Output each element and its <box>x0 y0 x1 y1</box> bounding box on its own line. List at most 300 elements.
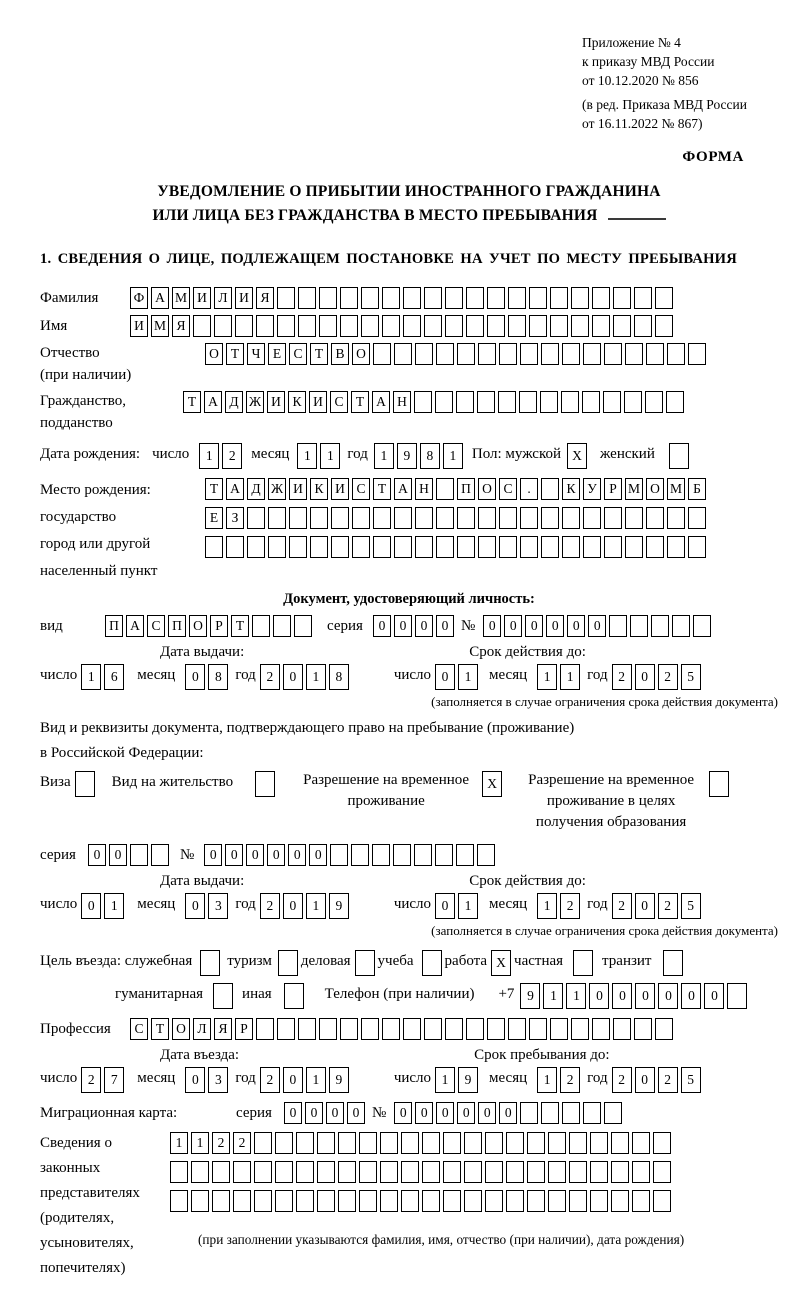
char-cell[interactable] <box>212 1190 230 1212</box>
char-cell[interactable] <box>191 1190 209 1212</box>
char-cell[interactable] <box>275 1132 293 1154</box>
char-cell[interactable]: 0 <box>309 844 327 866</box>
char-cell[interactable] <box>75 771 95 797</box>
char-cell[interactable]: 2 <box>658 893 678 919</box>
char-cell[interactable]: И <box>267 391 285 413</box>
char-cell[interactable]: А <box>372 391 390 413</box>
char-cell[interactable] <box>655 315 673 337</box>
char-cell[interactable]: 0 <box>457 1102 475 1124</box>
char-cell[interactable]: 1 <box>443 443 463 469</box>
char-cell[interactable] <box>548 1132 566 1154</box>
char-cell[interactable]: С <box>147 615 165 637</box>
char-cell[interactable] <box>632 1161 650 1183</box>
char-cell[interactable] <box>611 1161 629 1183</box>
char-cell[interactable]: 0 <box>283 1067 303 1093</box>
char-cell[interactable] <box>359 1190 377 1212</box>
char-cell[interactable] <box>571 287 589 309</box>
char-cell[interactable] <box>338 1132 356 1154</box>
char-cell[interactable] <box>331 507 349 529</box>
char-cell[interactable] <box>435 391 453 413</box>
char-cell[interactable]: 0 <box>283 893 303 919</box>
char-cell[interactable]: А <box>126 615 144 637</box>
char-cell[interactable] <box>541 1102 559 1124</box>
char-cell[interactable]: X <box>491 950 511 976</box>
char-cell[interactable] <box>520 343 538 365</box>
char-cell[interactable] <box>651 615 669 637</box>
char-cell[interactable] <box>317 1190 335 1212</box>
char-cell[interactable] <box>611 1132 629 1154</box>
char-cell[interactable]: П <box>105 615 123 637</box>
char-cell[interactable]: 0 <box>504 615 522 637</box>
char-cell[interactable]: П <box>168 615 186 637</box>
char-cell[interactable] <box>235 315 253 337</box>
char-cell[interactable] <box>200 950 220 976</box>
char-cell[interactable] <box>352 507 370 529</box>
char-cell[interactable]: О <box>478 478 496 500</box>
char-cell[interactable] <box>277 315 295 337</box>
char-cell[interactable] <box>630 615 648 637</box>
char-cell[interactable]: И <box>289 478 307 500</box>
char-cell[interactable] <box>562 1102 580 1124</box>
char-cell[interactable] <box>445 287 463 309</box>
char-cell[interactable]: 0 <box>246 844 264 866</box>
char-cell[interactable] <box>499 536 517 558</box>
char-cell[interactable] <box>424 287 442 309</box>
char-cell[interactable]: 0 <box>88 844 106 866</box>
char-cell[interactable] <box>672 615 690 637</box>
char-cell[interactable] <box>403 315 421 337</box>
char-cell[interactable] <box>561 391 579 413</box>
char-cell[interactable]: Ж <box>268 478 286 500</box>
char-cell[interactable]: 1 <box>458 893 478 919</box>
char-cell[interactable]: О <box>189 615 207 637</box>
char-cell[interactable] <box>319 1018 337 1040</box>
char-cell[interactable] <box>508 315 526 337</box>
char-cell[interactable] <box>213 983 233 1009</box>
char-cell[interactable] <box>254 1132 272 1154</box>
char-cell[interactable] <box>498 391 516 413</box>
char-cell[interactable] <box>520 536 538 558</box>
char-cell[interactable] <box>562 507 580 529</box>
char-cell[interactable] <box>478 507 496 529</box>
char-cell[interactable] <box>233 1161 251 1183</box>
char-cell[interactable]: 0 <box>81 893 101 919</box>
char-cell[interactable] <box>604 343 622 365</box>
char-cell[interactable] <box>401 1161 419 1183</box>
char-cell[interactable]: Р <box>235 1018 253 1040</box>
char-cell[interactable] <box>457 343 475 365</box>
char-cell[interactable] <box>382 287 400 309</box>
char-cell[interactable] <box>592 1018 610 1040</box>
char-cell[interactable] <box>361 287 379 309</box>
char-cell[interactable] <box>296 1132 314 1154</box>
char-cell[interactable] <box>540 391 558 413</box>
char-cell[interactable] <box>254 1190 272 1212</box>
char-cell[interactable] <box>401 1190 419 1212</box>
char-cell[interactable] <box>653 1132 671 1154</box>
char-cell[interactable]: С <box>289 343 307 365</box>
char-cell[interactable] <box>527 1161 545 1183</box>
char-cell[interactable] <box>613 315 631 337</box>
char-cell[interactable]: 0 <box>635 1067 655 1093</box>
char-cell[interactable] <box>380 1161 398 1183</box>
char-cell[interactable]: Т <box>373 478 391 500</box>
char-cell[interactable]: 9 <box>329 1067 349 1093</box>
char-cell[interactable]: 1 <box>306 664 326 690</box>
char-cell[interactable] <box>646 507 664 529</box>
char-cell[interactable] <box>205 536 223 558</box>
char-cell[interactable]: 1 <box>320 443 340 469</box>
char-cell[interactable] <box>527 1190 545 1212</box>
char-cell[interactable]: 3 <box>208 893 228 919</box>
char-cell[interactable] <box>541 343 559 365</box>
char-cell[interactable] <box>653 1190 671 1212</box>
char-cell[interactable]: . <box>520 478 538 500</box>
char-cell[interactable] <box>634 287 652 309</box>
char-cell[interactable] <box>603 391 621 413</box>
char-cell[interactable]: 0 <box>567 615 585 637</box>
char-cell[interactable] <box>541 507 559 529</box>
char-cell[interactable]: Л <box>214 287 232 309</box>
char-cell[interactable]: 0 <box>305 1102 323 1124</box>
char-cell[interactable]: 0 <box>225 844 243 866</box>
char-cell[interactable] <box>466 287 484 309</box>
char-cell[interactable]: Р <box>604 478 622 500</box>
char-cell[interactable] <box>508 287 526 309</box>
char-cell[interactable] <box>296 1190 314 1212</box>
char-cell[interactable] <box>256 315 274 337</box>
char-cell[interactable] <box>394 343 412 365</box>
char-cell[interactable] <box>529 315 547 337</box>
char-cell[interactable]: Т <box>351 391 369 413</box>
char-cell[interactable]: 2 <box>612 1067 632 1093</box>
char-cell[interactable] <box>273 615 291 637</box>
char-cell[interactable] <box>655 287 673 309</box>
char-cell[interactable]: Р <box>210 615 228 637</box>
char-cell[interactable] <box>443 1190 461 1212</box>
char-cell[interactable]: 1 <box>537 893 557 919</box>
char-cell[interactable] <box>506 1190 524 1212</box>
char-cell[interactable] <box>487 287 505 309</box>
char-cell[interactable]: 1 <box>537 1067 557 1093</box>
char-cell[interactable]: Я <box>214 1018 232 1040</box>
char-cell[interactable]: 5 <box>681 1067 701 1093</box>
char-cell[interactable]: А <box>226 478 244 500</box>
char-cell[interactable] <box>351 844 369 866</box>
char-cell[interactable] <box>548 1161 566 1183</box>
char-cell[interactable]: 0 <box>185 1067 205 1093</box>
char-cell[interactable]: 1 <box>374 443 394 469</box>
char-cell[interactable]: 8 <box>420 443 440 469</box>
char-cell[interactable] <box>590 1132 608 1154</box>
char-cell[interactable]: Я <box>256 287 274 309</box>
char-cell[interactable] <box>688 507 706 529</box>
char-cell[interactable]: Т <box>183 391 201 413</box>
char-cell[interactable] <box>277 1018 295 1040</box>
char-cell[interactable] <box>604 536 622 558</box>
char-cell[interactable]: 0 <box>415 615 433 637</box>
char-cell[interactable] <box>380 1132 398 1154</box>
char-cell[interactable]: В <box>331 343 349 365</box>
char-cell[interactable] <box>508 1018 526 1040</box>
char-cell[interactable] <box>424 1018 442 1040</box>
char-cell[interactable] <box>688 536 706 558</box>
char-cell[interactable]: И <box>193 287 211 309</box>
char-cell[interactable] <box>709 771 729 797</box>
char-cell[interactable] <box>613 1018 631 1040</box>
char-cell[interactable]: 2 <box>612 664 632 690</box>
char-cell[interactable] <box>571 315 589 337</box>
char-cell[interactable] <box>436 507 454 529</box>
char-cell[interactable] <box>443 1161 461 1183</box>
char-cell[interactable]: 9 <box>520 983 540 1009</box>
char-cell[interactable] <box>422 1132 440 1154</box>
char-cell[interactable] <box>464 1132 482 1154</box>
char-cell[interactable]: Е <box>205 507 223 529</box>
char-cell[interactable] <box>310 536 328 558</box>
char-cell[interactable] <box>330 844 348 866</box>
char-cell[interactable] <box>130 844 148 866</box>
char-cell[interactable]: 1 <box>435 1067 455 1093</box>
char-cell[interactable] <box>527 1132 545 1154</box>
char-cell[interactable] <box>214 315 232 337</box>
char-cell[interactable]: 2 <box>260 893 280 919</box>
char-cell[interactable] <box>275 1190 293 1212</box>
char-cell[interactable] <box>582 391 600 413</box>
char-cell[interactable]: 0 <box>185 664 205 690</box>
char-cell[interactable]: 0 <box>612 983 632 1009</box>
char-cell[interactable]: 0 <box>483 615 501 637</box>
char-cell[interactable] <box>646 536 664 558</box>
char-cell[interactable]: 8 <box>329 664 349 690</box>
char-cell[interactable]: У <box>583 478 601 500</box>
char-cell[interactable]: 0 <box>704 983 724 1009</box>
char-cell[interactable]: О <box>646 478 664 500</box>
char-cell[interactable]: 2 <box>81 1067 101 1093</box>
char-cell[interactable] <box>268 507 286 529</box>
char-cell[interactable] <box>403 287 421 309</box>
char-cell[interactable] <box>727 983 747 1009</box>
char-cell[interactable]: С <box>330 391 348 413</box>
char-cell[interactable] <box>289 536 307 558</box>
char-cell[interactable] <box>340 315 358 337</box>
char-cell[interactable] <box>415 343 433 365</box>
char-cell[interactable]: Н <box>415 478 433 500</box>
char-cell[interactable] <box>361 1018 379 1040</box>
char-cell[interactable]: 0 <box>635 983 655 1009</box>
char-cell[interactable]: 0 <box>546 615 564 637</box>
char-cell[interactable]: З <box>226 507 244 529</box>
char-cell[interactable] <box>359 1132 377 1154</box>
char-cell[interactable]: 2 <box>233 1132 251 1154</box>
char-cell[interactable]: 2 <box>260 664 280 690</box>
char-cell[interactable] <box>583 507 601 529</box>
char-cell[interactable]: 2 <box>658 664 678 690</box>
char-cell[interactable]: Т <box>226 343 244 365</box>
char-cell[interactable]: А <box>394 478 412 500</box>
char-cell[interactable]: 0 <box>588 615 606 637</box>
char-cell[interactable] <box>445 315 463 337</box>
char-cell[interactable]: С <box>499 478 517 500</box>
char-cell[interactable] <box>151 844 169 866</box>
char-cell[interactable]: 0 <box>658 983 678 1009</box>
char-cell[interactable] <box>634 1018 652 1040</box>
char-cell[interactable]: 0 <box>394 615 412 637</box>
char-cell[interactable] <box>466 315 484 337</box>
char-cell[interactable] <box>436 536 454 558</box>
char-cell[interactable]: 0 <box>373 615 391 637</box>
char-cell[interactable] <box>422 1161 440 1183</box>
char-cell[interactable] <box>355 950 375 976</box>
char-cell[interactable] <box>646 343 664 365</box>
char-cell[interactable] <box>289 507 307 529</box>
char-cell[interactable]: Я <box>172 315 190 337</box>
char-cell[interactable] <box>256 1018 274 1040</box>
char-cell[interactable] <box>254 1161 272 1183</box>
char-cell[interactable]: С <box>352 478 370 500</box>
char-cell[interactable] <box>373 536 391 558</box>
char-cell[interactable] <box>506 1161 524 1183</box>
char-cell[interactable]: Ч <box>247 343 265 365</box>
char-cell[interactable]: О <box>205 343 223 365</box>
char-cell[interactable] <box>666 391 684 413</box>
char-cell[interactable] <box>520 1102 538 1124</box>
char-cell[interactable] <box>573 950 593 976</box>
char-cell[interactable] <box>663 950 683 976</box>
char-cell[interactable] <box>415 507 433 529</box>
char-cell[interactable]: И <box>235 287 253 309</box>
char-cell[interactable] <box>331 536 349 558</box>
char-cell[interactable] <box>340 1018 358 1040</box>
char-cell[interactable]: 0 <box>326 1102 344 1124</box>
char-cell[interactable]: 1 <box>297 443 317 469</box>
char-cell[interactable] <box>252 615 270 637</box>
char-cell[interactable] <box>487 1018 505 1040</box>
char-cell[interactable] <box>317 1132 335 1154</box>
char-cell[interactable] <box>667 507 685 529</box>
char-cell[interactable] <box>625 536 643 558</box>
char-cell[interactable] <box>550 315 568 337</box>
char-cell[interactable] <box>393 844 411 866</box>
char-cell[interactable] <box>382 1018 400 1040</box>
char-cell[interactable]: 0 <box>635 664 655 690</box>
char-cell[interactable] <box>170 1190 188 1212</box>
char-cell[interactable]: Л <box>193 1018 211 1040</box>
char-cell[interactable]: Т <box>151 1018 169 1040</box>
char-cell[interactable]: 9 <box>397 443 417 469</box>
char-cell[interactable] <box>382 315 400 337</box>
char-cell[interactable] <box>485 1161 503 1183</box>
char-cell[interactable] <box>226 536 244 558</box>
char-cell[interactable] <box>298 287 316 309</box>
char-cell[interactable] <box>319 315 337 337</box>
char-cell[interactable]: Б <box>688 478 706 500</box>
char-cell[interactable] <box>688 343 706 365</box>
char-cell[interactable]: М <box>667 478 685 500</box>
char-cell[interactable] <box>436 478 454 500</box>
char-cell[interactable]: 1 <box>543 983 563 1009</box>
char-cell[interactable] <box>550 1018 568 1040</box>
char-cell[interactable] <box>613 287 631 309</box>
char-cell[interactable] <box>233 1190 251 1212</box>
char-cell[interactable] <box>464 1190 482 1212</box>
char-cell[interactable] <box>667 343 685 365</box>
char-cell[interactable]: 1 <box>306 893 326 919</box>
char-cell[interactable] <box>485 1132 503 1154</box>
char-cell[interactable] <box>590 1190 608 1212</box>
char-cell[interactable]: М <box>172 287 190 309</box>
char-cell[interactable] <box>457 507 475 529</box>
char-cell[interactable] <box>457 536 475 558</box>
char-cell[interactable] <box>478 536 496 558</box>
char-cell[interactable]: О <box>352 343 370 365</box>
char-cell[interactable] <box>519 391 537 413</box>
char-cell[interactable]: 1 <box>458 664 478 690</box>
char-cell[interactable]: 0 <box>267 844 285 866</box>
char-cell[interactable]: 0 <box>435 664 455 690</box>
char-cell[interactable] <box>275 1161 293 1183</box>
char-cell[interactable] <box>477 391 495 413</box>
char-cell[interactable] <box>478 343 496 365</box>
char-cell[interactable] <box>590 1161 608 1183</box>
char-cell[interactable] <box>193 315 211 337</box>
char-cell[interactable]: X <box>482 771 502 797</box>
char-cell[interactable]: 9 <box>458 1067 478 1093</box>
char-cell[interactable] <box>592 315 610 337</box>
char-cell[interactable] <box>317 1161 335 1183</box>
char-cell[interactable] <box>361 315 379 337</box>
char-cell[interactable]: 2 <box>222 443 242 469</box>
char-cell[interactable]: Ж <box>246 391 264 413</box>
char-cell[interactable]: 1 <box>537 664 557 690</box>
char-cell[interactable]: 2 <box>612 893 632 919</box>
char-cell[interactable]: Д <box>225 391 243 413</box>
char-cell[interactable]: 0 <box>681 983 701 1009</box>
char-cell[interactable] <box>373 507 391 529</box>
char-cell[interactable]: 8 <box>208 664 228 690</box>
char-cell[interactable] <box>569 1161 587 1183</box>
char-cell[interactable] <box>278 950 298 976</box>
char-cell[interactable] <box>435 844 453 866</box>
char-cell[interactable] <box>506 1132 524 1154</box>
char-cell[interactable]: М <box>151 315 169 337</box>
char-cell[interactable]: 0 <box>394 1102 412 1124</box>
char-cell[interactable] <box>541 536 559 558</box>
char-cell[interactable] <box>548 1190 566 1212</box>
char-cell[interactable] <box>550 287 568 309</box>
char-cell[interactable] <box>247 536 265 558</box>
char-cell[interactable] <box>609 615 627 637</box>
char-cell[interactable] <box>294 615 312 637</box>
char-cell[interactable] <box>403 1018 421 1040</box>
char-cell[interactable]: Д <box>247 478 265 500</box>
char-cell[interactable] <box>401 1132 419 1154</box>
char-cell[interactable]: 6 <box>104 664 124 690</box>
char-cell[interactable] <box>499 507 517 529</box>
char-cell[interactable] <box>571 1018 589 1040</box>
char-cell[interactable]: 0 <box>288 844 306 866</box>
char-cell[interactable] <box>422 950 442 976</box>
char-cell[interactable] <box>443 1132 461 1154</box>
char-cell[interactable]: М <box>625 478 643 500</box>
char-cell[interactable]: И <box>309 391 327 413</box>
char-cell[interactable] <box>277 287 295 309</box>
char-cell[interactable] <box>464 1161 482 1183</box>
char-cell[interactable] <box>414 391 432 413</box>
char-cell[interactable] <box>436 343 454 365</box>
char-cell[interactable] <box>456 391 474 413</box>
char-cell[interactable] <box>569 1132 587 1154</box>
